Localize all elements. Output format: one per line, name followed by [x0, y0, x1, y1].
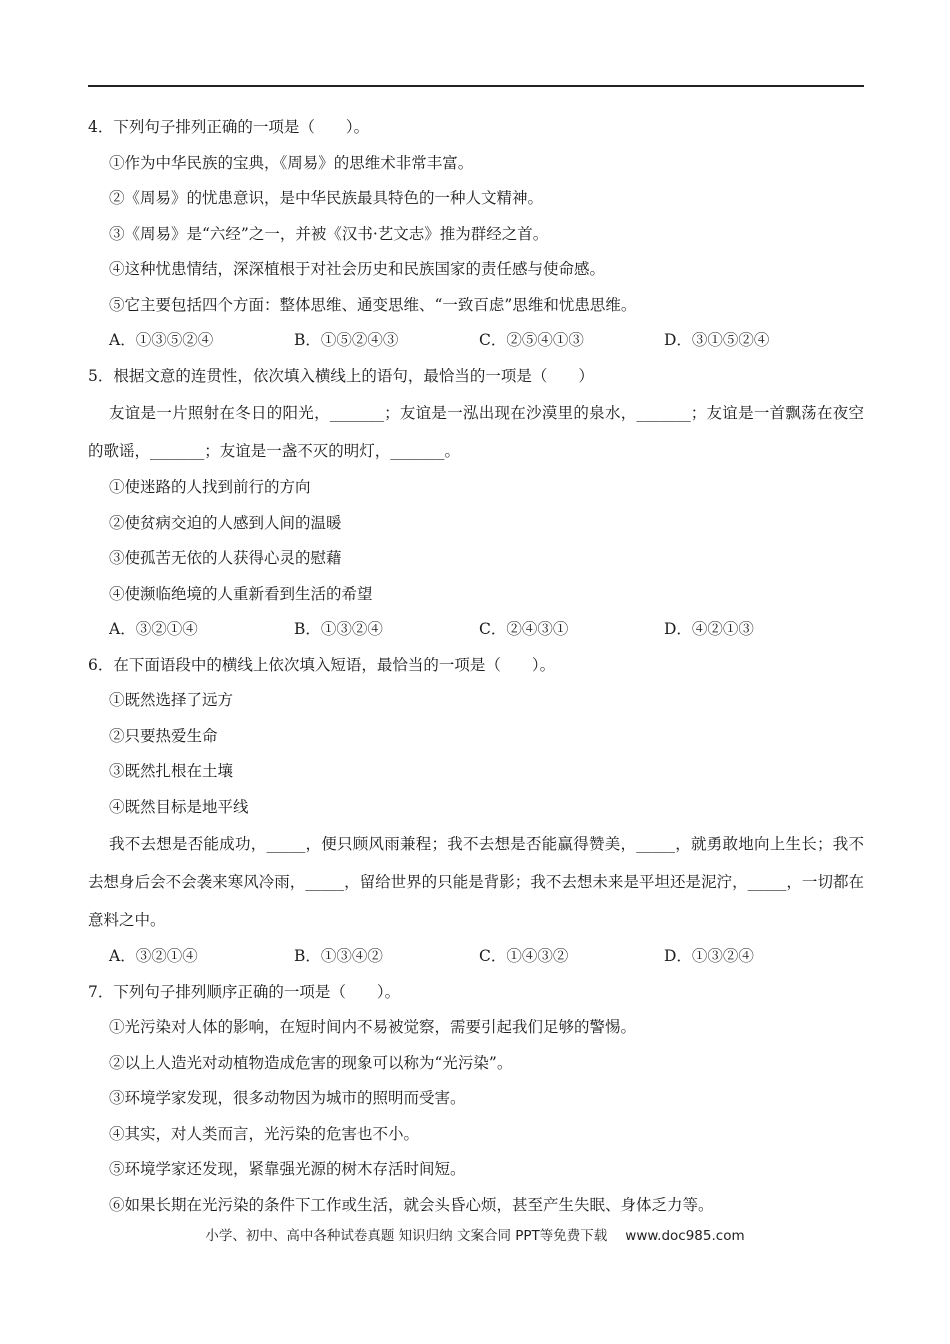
question-4	[88, 110, 864, 359]
sentence-item: ④使濒临绝境的人重新看到生活的希望	[109, 584, 373, 603]
question-7	[88, 975, 864, 1224]
document-body	[88, 110, 864, 1223]
phrase-item: ③既然扎根在土壤	[109, 762, 234, 780]
question-5	[88, 359, 864, 648]
footer-url: www.doc985.com	[625, 1228, 745, 1244]
sentence-item: ④其实，对人类而言，光污染的危害也不小。	[109, 1124, 420, 1143]
sentence-item: ③环境学家发现，很多动物因为城市的照明而受害。	[109, 1089, 466, 1107]
option-b: B．①③④②	[294, 947, 383, 965]
footer-text: 小学、初中、高中各种试卷真题 知识归纳 文案合同 PPT等免费下载	[205, 1228, 608, 1244]
sentence-item: ③《周易》是“六经”之一，并被《汉书·艺文志》推为群经之首。	[109, 224, 549, 243]
option-c: C．②⑤④①③	[479, 331, 584, 349]
option-a: A．③②①④	[109, 620, 198, 638]
option-c: C．①④③②	[479, 947, 569, 965]
question-stem: 4．下列句子排列正确的一项是（ ）。	[88, 118, 370, 136]
phrase-item: ④既然目标是地平线	[109, 797, 249, 816]
sentence-item: ④这种忧患情结，深深植根于对社会历史和民族国家的责任感与使命感。	[109, 260, 606, 278]
option-a: A．①③⑤②④	[109, 331, 214, 349]
question-stem: 6．在下面语段中的横线上依次填入短语，最恰当的一项是（ ）。	[88, 655, 556, 674]
question-6	[88, 648, 864, 975]
passage: 友谊是一片照射在冬日的阳光，_______；友谊是一泓出现在沙漠里的泉水，_______；友谊是一首飘荡在夜空的歌谣，_______；友谊是一盏不灭的明灯，_______。	[88, 404, 864, 460]
answer-options	[88, 939, 864, 975]
sentence-item: ⑥如果长期在光污染的条件下工作或生活，就会头昏心烦，甚至产生失眠、身体乏力等。	[109, 1195, 714, 1214]
phrase-item: ②只要热爱生命	[109, 726, 218, 745]
answer-options	[88, 612, 864, 648]
header-rule	[88, 85, 864, 87]
answer-options	[88, 323, 864, 359]
option-d: D．③①⑤②④	[664, 331, 770, 349]
question-stem: 7．下列句子排列顺序正确的一项是（ ）。	[88, 982, 401, 1001]
sentence-item: ①光污染对人体的影响，在短时间内不易被觉察，需要引起我们足够的警惕。	[109, 1018, 637, 1036]
sentence-item: ②《周易》的忧患意识，是中华民族最具特色的一种人文精神。	[109, 189, 544, 207]
sentence-item: ⑤它主要包括四个方面：整体思维、通变思维、“一致百虑”思维和忧患思维。	[109, 295, 637, 314]
sentence-item: ①使迷路的人找到前行的方向	[109, 478, 311, 496]
question-stem: 5．根据文意的连贯性，依次填入横线上的语句，最恰当的一项是（ ）	[88, 366, 594, 385]
option-c: C．②④③①	[479, 620, 569, 638]
sentence-item: ①作为中华民族的宝典，《周易》的思维术非常丰富。	[109, 153, 474, 172]
option-b: B．①③②④	[294, 620, 383, 638]
phrase-item: ①既然选择了远方	[109, 691, 234, 709]
sentence-item: ②以上人造光对动植物造成危害的现象可以称为“光污染”。	[109, 1053, 513, 1072]
sentence-item: ⑤环境学家还发现，紧靠强光源的树木存活时间短。	[109, 1160, 466, 1178]
sentence-item: ③使孤苦无依的人获得心灵的慰藉	[109, 549, 342, 567]
option-a: A．③②①④	[109, 947, 198, 965]
option-b: B．①⑤②④③	[294, 331, 399, 349]
passage: 我不去想是否能成功，_____，便只顾风雨兼程；我不去想是否能赢得赞美，_____，就勇敢地向上生长；我不去想身后会不会袭来寒风冷雨，_____，留给世界的只能是背影；我不去想未来是平坦还是泥泞，_____，一切都在意料之中。	[88, 835, 864, 929]
page-footer	[0, 1224, 950, 1244]
option-d: D．①③②④	[664, 947, 754, 965]
option-d: D．④②①③	[664, 620, 754, 638]
sentence-item: ②使贫病交迫的人感到人间的温暖	[109, 513, 342, 532]
